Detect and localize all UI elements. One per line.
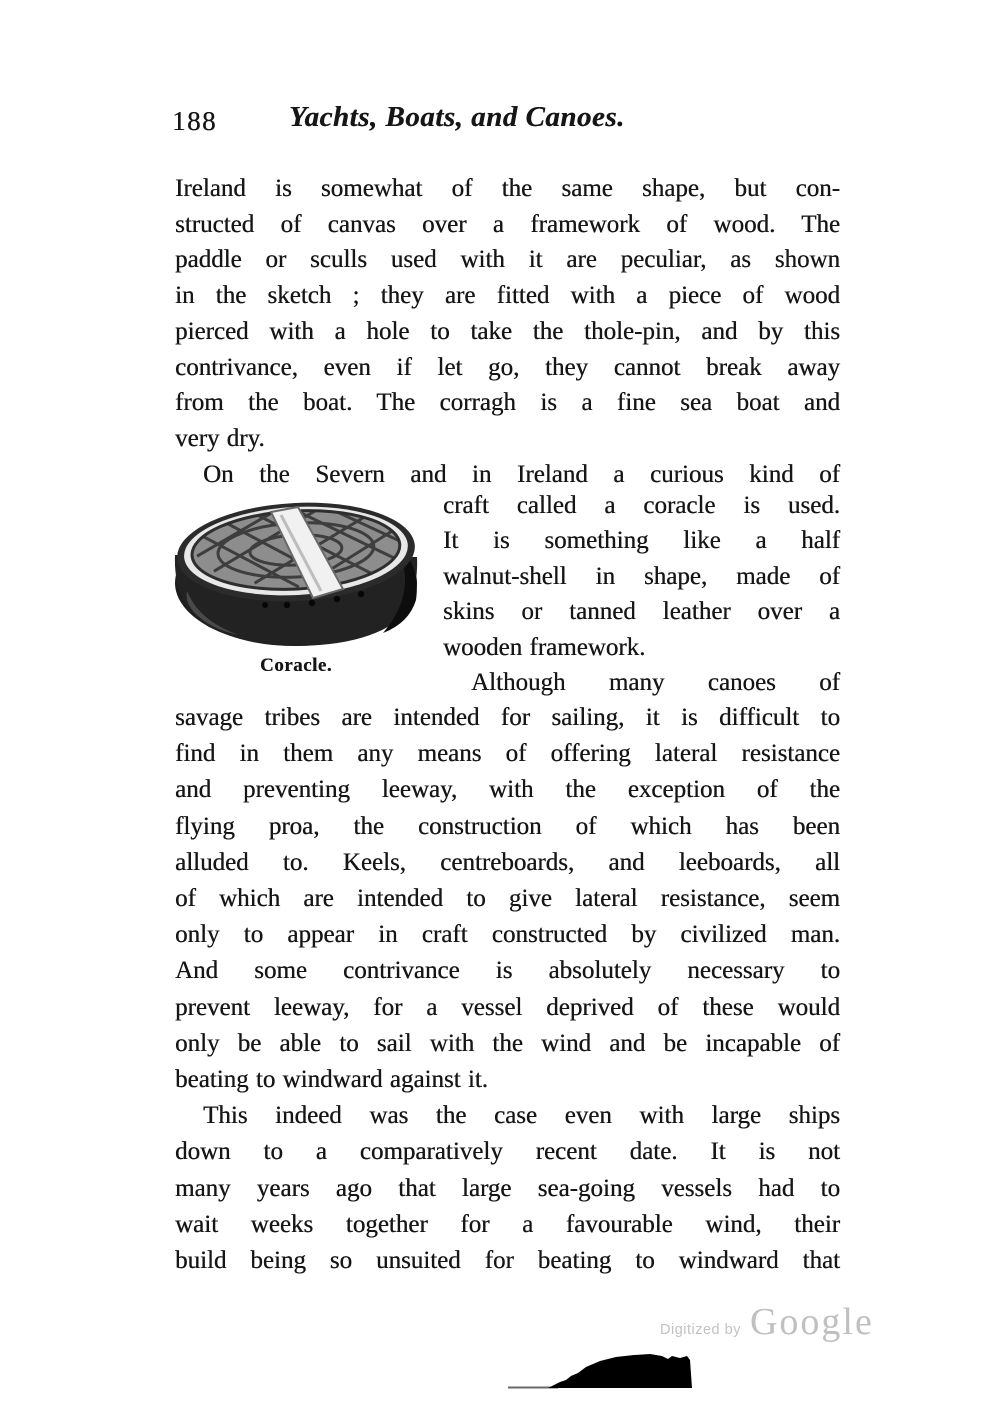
text-line: structed of canvas over a framework of wood. The — [175, 210, 840, 238]
figure-text-wrap-region — [175, 488, 840, 700]
text-line: alluded to. Keels, centreboards, and leeboards, all — [175, 848, 840, 876]
text-line: Ireland is somewhat of the same shape, but con- — [175, 175, 840, 202]
text-line: walnut-shell in shape, made of — [443, 562, 840, 590]
text-line: wait weeks together for a favourable wind, their — [175, 1210, 840, 1238]
text-line: from the boat. The corragh is a fine sea boat and — [175, 389, 840, 417]
text-line: It is something like a half — [443, 527, 840, 555]
text-line: savage tribes are intended for sailing, it is difficult to — [175, 704, 840, 731]
text-line: Although many canoes of — [471, 669, 840, 697]
text-line: skins or tanned leather over a — [443, 598, 840, 626]
paragraph-block-wrap — [443, 488, 840, 700]
text-line: find in them any means of offering lateral resistance — [175, 740, 840, 768]
text-line: contrivance, even if let go, they cannot break away — [175, 353, 840, 381]
text-line: wooden framework. — [443, 633, 646, 661]
paragraph-block-bottom — [175, 700, 840, 1279]
text-line: prevent leeway, for a vessel deprived of these would — [175, 993, 840, 1021]
text-line: only be able to sail with the wind and be incapable of — [175, 1029, 840, 1057]
text-line: very dry. — [175, 424, 265, 452]
google-logo: Google — [749, 1301, 874, 1343]
text-line: many years ago that large sea-going vessels had to — [175, 1174, 840, 1202]
coracle-illustration — [169, 495, 423, 649]
text-line: beating to windward against it. — [175, 1066, 488, 1094]
text-line: This indeed was the case even with large ships — [203, 1102, 840, 1130]
text-line: in the sketch ; they are fitted with a piece of wood — [175, 282, 840, 310]
text-line: down to a comparatively recent date. It is not — [175, 1138, 840, 1166]
text-line: build being so unsuited for beating to windward that — [175, 1247, 840, 1275]
scan-artifact-blob — [508, 1350, 700, 1392]
paragraph-block-top — [175, 171, 840, 492]
running-head-title: Yachts, Boats, and Canoes. — [289, 101, 625, 133]
text-line: And some contrivance is absolutely necessary to — [175, 957, 840, 985]
google-watermark — [660, 1300, 874, 1344]
text-line: and preventing leeway, with the exception of the — [175, 776, 840, 804]
coracle-figure — [169, 495, 423, 677]
page-number: 188 — [172, 106, 217, 136]
digitized-by-label: Digitized by — [660, 1322, 741, 1338]
text-line: craft called a coracle is used. — [443, 492, 840, 519]
figure-caption: Coracle. — [259, 655, 333, 676]
text-line: flying proa, the construction of which has been — [175, 812, 840, 840]
text-line: On the Severn and in Ireland a curious kind of — [203, 460, 840, 488]
text-line: only to appear in craft constructed by civilized man. — [175, 921, 840, 949]
text-line: of which are intended to give lateral resistance, seem — [175, 885, 840, 913]
text-line: pierced with a hole to take the thole-pin, and by this — [175, 317, 840, 345]
text-line: paddle or sculls used with it are peculiar, as shown — [175, 246, 840, 274]
